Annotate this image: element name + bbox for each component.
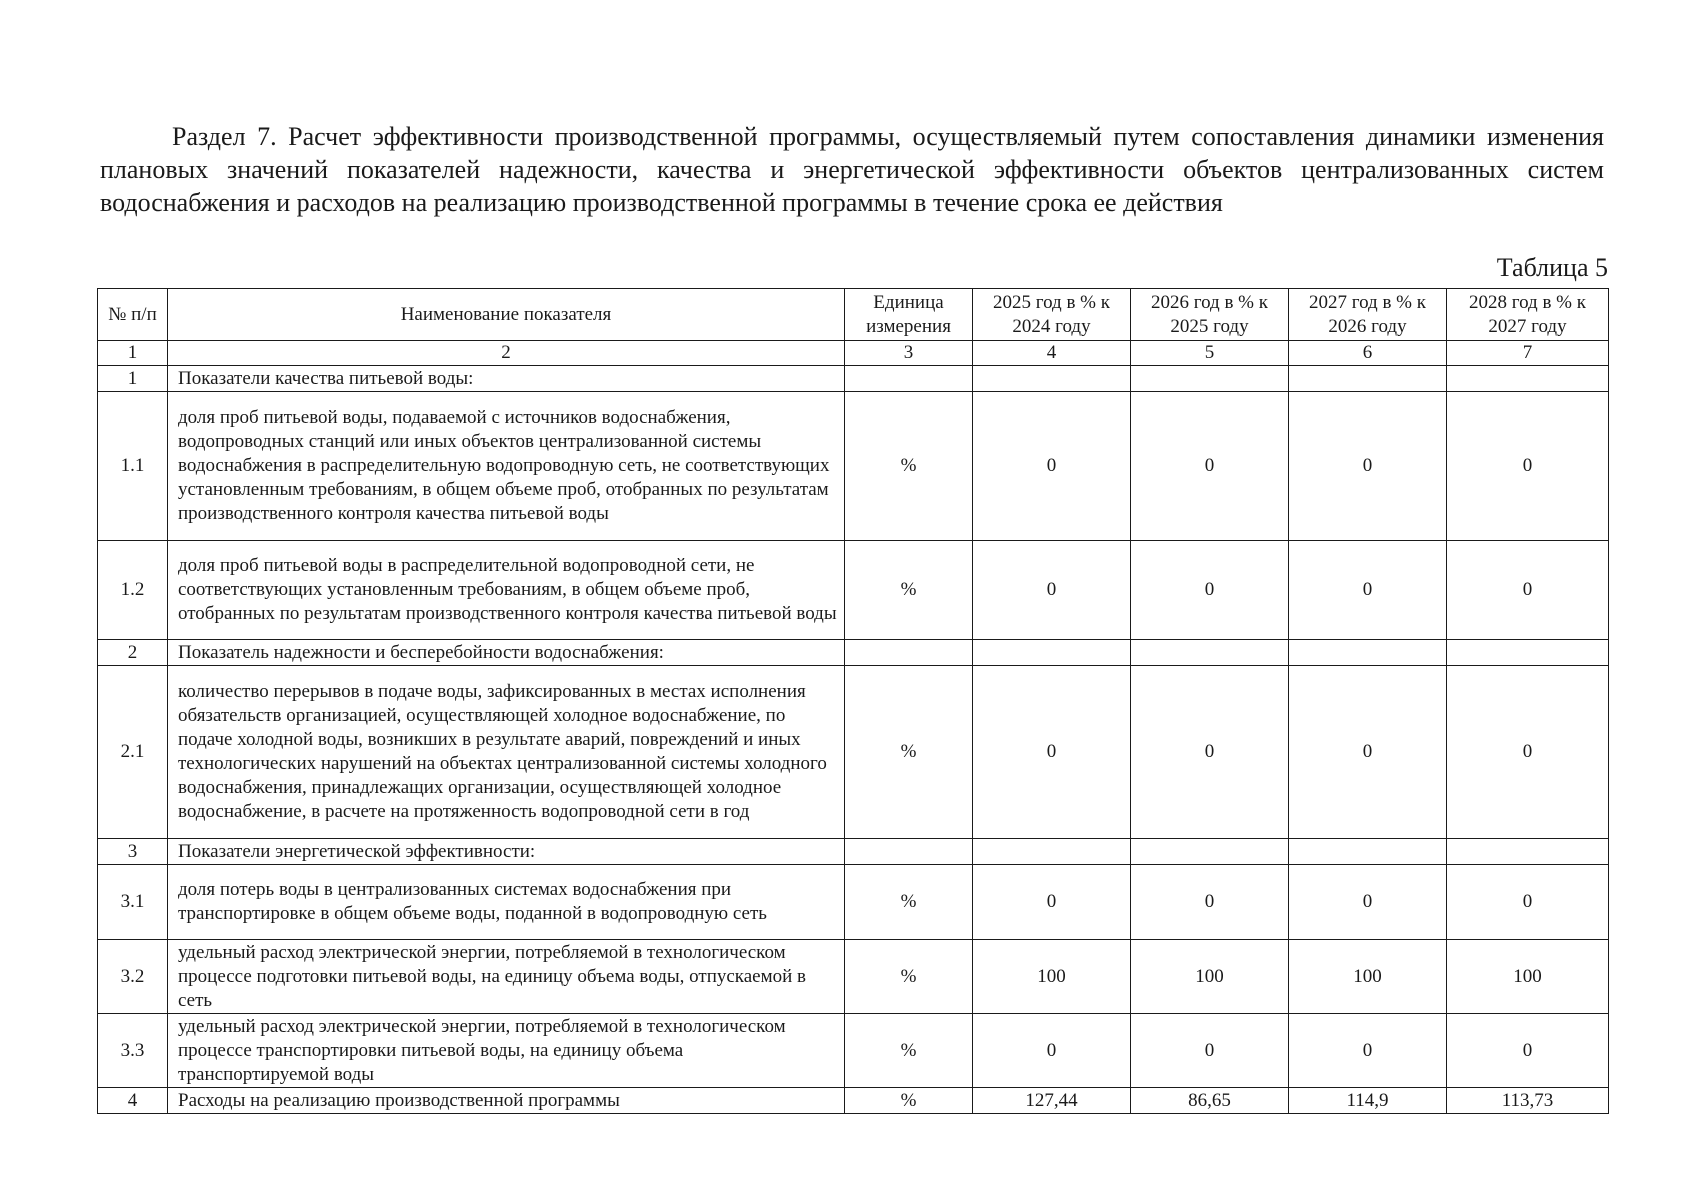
indicator-name: удельный расход электрической энергии, потребляемой в технологическом процессе подготовки питьевой воды, на единицу объема воды, отпускаемой в сеть (168, 940, 845, 1014)
value-2028 (1447, 839, 1609, 865)
row-number: 3.1 (98, 865, 168, 940)
table-row (98, 1088, 1609, 1114)
value-2026: 0 (1131, 541, 1289, 640)
column-numbers-row (98, 341, 1609, 366)
unit-cell (845, 839, 973, 865)
indicator-name: Показатели качества питьевой воды: (168, 366, 845, 392)
table-row (98, 366, 1609, 392)
value-2026: 0 (1131, 865, 1289, 940)
header-cell-unit: Единица измерения (845, 289, 973, 341)
value-2027 (1289, 839, 1447, 865)
value-2025 (973, 640, 1131, 666)
value-2027: 0 (1289, 666, 1447, 839)
unit-cell: % (845, 1014, 973, 1088)
value-2025: 127,44 (973, 1088, 1131, 1114)
value-2028: 0 (1447, 392, 1609, 541)
indicators-table (97, 288, 1609, 1114)
value-2027: 100 (1289, 940, 1447, 1014)
table-header-row (98, 289, 1609, 341)
table-row (98, 839, 1609, 865)
column-number: 2 (168, 341, 845, 366)
indicator-name: Показатель надежности и бесперебойности водоснабжения: (168, 640, 845, 666)
value-2028: 0 (1447, 1014, 1609, 1088)
row-number: 3 (98, 839, 168, 865)
value-2028: 113,73 (1447, 1088, 1609, 1114)
value-2028 (1447, 366, 1609, 392)
value-2026 (1131, 366, 1289, 392)
table-row (98, 940, 1609, 1014)
value-2025 (973, 366, 1131, 392)
value-2028 (1447, 640, 1609, 666)
value-2025: 0 (973, 541, 1131, 640)
value-2026: 0 (1131, 392, 1289, 541)
value-2026: 0 (1131, 666, 1289, 839)
value-2026: 86,65 (1131, 1088, 1289, 1114)
value-2027: 0 (1289, 865, 1447, 940)
column-number: 7 (1447, 341, 1609, 366)
value-2028: 100 (1447, 940, 1609, 1014)
value-2026 (1131, 640, 1289, 666)
value-2026: 100 (1131, 940, 1289, 1014)
value-2025: 100 (973, 940, 1131, 1014)
value-2028: 0 (1447, 666, 1609, 839)
row-number: 2.1 (98, 666, 168, 839)
column-number: 6 (1289, 341, 1447, 366)
unit-cell: % (845, 392, 973, 541)
row-number: 2 (98, 640, 168, 666)
column-number: 1 (98, 341, 168, 366)
header-cell-number: № п/п (98, 289, 168, 341)
unit-cell: % (845, 666, 973, 839)
table-row (98, 666, 1609, 839)
header-cell-2028: 2028 год в % к 2027 году (1447, 289, 1609, 341)
column-number: 5 (1131, 341, 1289, 366)
table-row (98, 541, 1609, 640)
indicator-name: Показатели энергетической эффективности: (168, 839, 845, 865)
row-number: 4 (98, 1088, 168, 1114)
row-number: 3.3 (98, 1014, 168, 1088)
value-2026 (1131, 839, 1289, 865)
indicator-name: удельный расход электрической энергии, потребляемой в технологическом процессе транспортировки питьевой воды, на единицу объема транспортируемой воды (168, 1014, 845, 1088)
value-2028: 0 (1447, 541, 1609, 640)
table-row (98, 640, 1609, 666)
column-number: 4 (973, 341, 1131, 366)
value-2027: 114,9 (1289, 1088, 1447, 1114)
value-2025 (973, 839, 1131, 865)
unit-cell: % (845, 940, 973, 1014)
row-number: 1 (98, 366, 168, 392)
value-2028: 0 (1447, 865, 1609, 940)
unit-cell: % (845, 1088, 973, 1114)
value-2025: 0 (973, 865, 1131, 940)
row-number: 1.2 (98, 541, 168, 640)
table-row (98, 865, 1609, 940)
row-number: 1.1 (98, 392, 168, 541)
value-2027: 0 (1289, 1014, 1447, 1088)
value-2025: 0 (973, 392, 1131, 541)
table-caption: Таблица 5 (1496, 253, 1608, 282)
unit-cell (845, 366, 973, 392)
table-row (98, 392, 1609, 541)
value-2027: 0 (1289, 541, 1447, 640)
indicator-name: количество перерывов в подаче воды, зафиксированных в местах исполнения обязательств организацией, осуществляющей холодное водоснабжение, по подаче холодной воды, возникших в результате аварий, повреждений и иных технологических нарушений на объектах централизованной системы холодного водоснабжения, принадлежащих организации, осуществляющей холодное водоснабжение, в расчете на протяженность водопроводной сети в год (168, 666, 845, 839)
unit-cell: % (845, 541, 973, 640)
indicator-name: доля проб питьевой воды в распределительной водопроводной сети, не соответствующих установленным требованиям, в общем объеме проб, отобранных по результатам производственного контроля качества питьевой воды (168, 541, 845, 640)
value-2027: 0 (1289, 392, 1447, 541)
indicator-name: доля проб питьевой воды, подаваемой с источников водоснабжения, водопроводных станций или иных объектов централизованной системы водоснабжения в распределительную водопроводную сеть, не соответствующих установленным требованиям, в общем объеме проб, отобранных по результатам производственного контроля качества питьевой воды (168, 392, 845, 541)
unit-cell (845, 640, 973, 666)
unit-cell: % (845, 865, 973, 940)
indicator-name: доля потерь воды в централизованных системах водоснабжения при транспортировке в общем объеме воды, поданной в водопроводную сеть (168, 865, 845, 940)
header-cell-2027: 2027 год в % к 2026 году (1289, 289, 1447, 341)
header-cell-2025: 2025 год в % к 2024 году (973, 289, 1131, 341)
value-2025: 0 (973, 1014, 1131, 1088)
header-cell-name: Наименование показателя (168, 289, 845, 341)
section-heading: Раздел 7. Расчет эффективности производственной программы, осуществляемый путем сопоставления динамики изменения плановых значений показателей надежности, качества и энергетической эффективности объектов централизованных систем водоснабжения и расходов на реализацию производственной программы в течение срока ее действия (100, 122, 1604, 217)
column-number: 3 (845, 341, 973, 366)
header-cell-2026: 2026 год в % к 2025 году (1131, 289, 1289, 341)
table-row (98, 1014, 1609, 1088)
value-2027 (1289, 366, 1447, 392)
value-2026: 0 (1131, 1014, 1289, 1088)
value-2027 (1289, 640, 1447, 666)
row-number: 3.2 (98, 940, 168, 1014)
indicator-name: Расходы на реализацию производственной программы (168, 1088, 845, 1114)
value-2025: 0 (973, 666, 1131, 839)
